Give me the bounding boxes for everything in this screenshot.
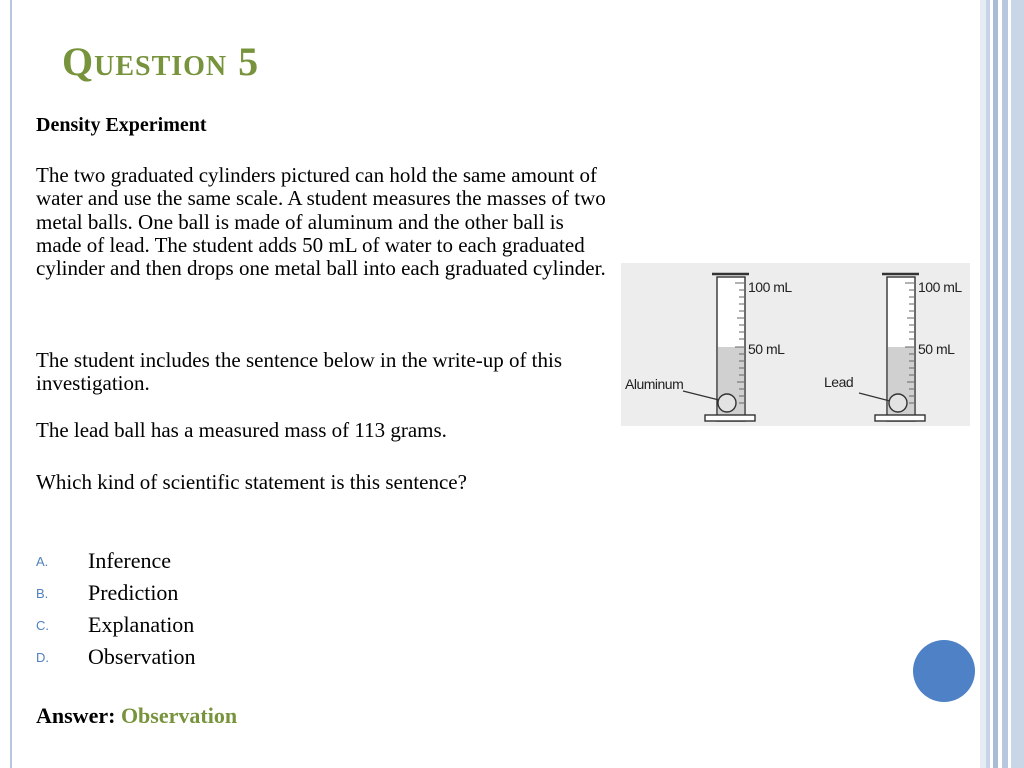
- aluminum-ball: [718, 394, 736, 412]
- question-statement: The lead ball has a measured mass of 113 grams.: [36, 418, 447, 442]
- slide-frame-left: [10, 0, 12, 768]
- lead-label: Lead: [824, 374, 854, 390]
- aluminum-label: Aluminum: [625, 376, 684, 392]
- cylinders-illustration: [621, 263, 970, 426]
- cylinder-left-base: [705, 415, 755, 421]
- question-prompt: Which kind of scientific statement is this sentence?: [36, 470, 467, 494]
- option-letter: C.: [36, 617, 49, 633]
- answer-value: Observation: [120, 703, 238, 728]
- option-d[interactable]: [36, 641, 196, 673]
- option-letter: A.: [36, 553, 49, 569]
- option-label: Explanation: [88, 612, 195, 637]
- cylinder-left-mid-mark: 50 mL: [748, 341, 785, 357]
- question-paragraph-setup: The two graduated cylinders pictured can hold the same amount of water and use the same scale. A student measures the masses of two metal balls. One ball is made of aluminum and the other ball is made of lead. The student adds 50 mL of water to each graduated cylinder and then drops one metal ball into each graduated cylinder.: [36, 163, 606, 281]
- cylinder-right-base: [875, 415, 925, 421]
- slide-nav-button[interactable]: [913, 640, 975, 702]
- option-b[interactable]: [36, 577, 196, 609]
- option-a[interactable]: [36, 545, 196, 577]
- option-letter: B.: [36, 585, 49, 601]
- question-paragraph-writeup: The student includes the sentence below in the write-up of this investigation.: [36, 348, 563, 396]
- option-letter: D.: [36, 649, 49, 665]
- option-label: Inference: [88, 548, 172, 573]
- slide-title: Question 5: [62, 39, 260, 84]
- answer-line: [36, 703, 237, 729]
- lead-pointer: [859, 393, 890, 401]
- cylinder-right-top-mark: 100 mL: [918, 279, 962, 295]
- answer-label: Answer:: [36, 703, 116, 728]
- cylinder-left-top-mark: 100 mL: [748, 279, 792, 295]
- cylinder-right-mid-mark: 50 mL: [918, 341, 955, 357]
- slide-subtitle: Density Experiment: [36, 114, 207, 136]
- cylinder-left: [625, 274, 792, 421]
- lead-ball: [889, 394, 907, 412]
- answer-options: [36, 545, 196, 673]
- aluminum-pointer: [683, 391, 719, 400]
- option-c[interactable]: [36, 609, 196, 641]
- cylinder-right: [824, 274, 962, 421]
- option-label: Observation: [88, 644, 196, 669]
- graduated-cylinders-figure: [621, 263, 970, 426]
- option-label: Prediction: [88, 580, 179, 605]
- slide-frame-right: [980, 0, 1024, 768]
